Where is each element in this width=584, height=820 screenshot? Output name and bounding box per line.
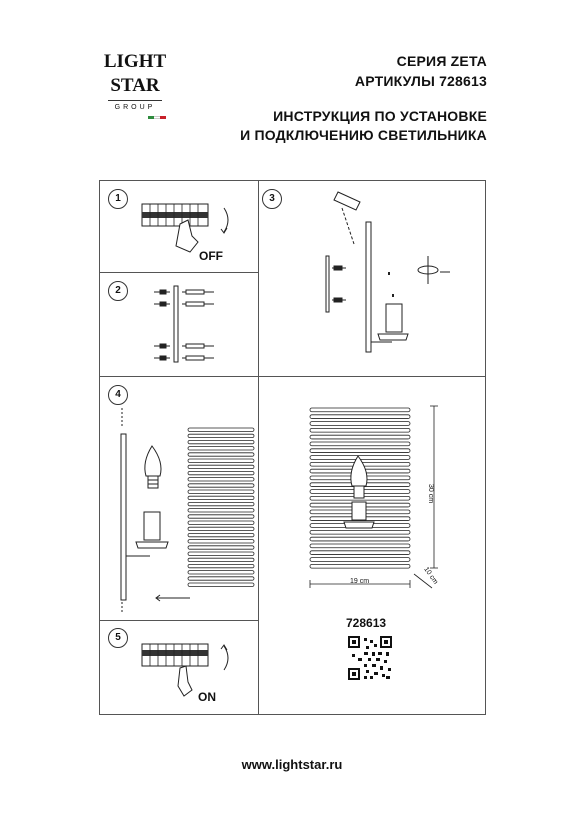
logo-line-2: STAR	[110, 75, 160, 96]
logo-line-1: LIGHT	[103, 51, 167, 72]
slat-shade	[188, 428, 254, 586]
shade-slat	[188, 496, 254, 499]
candle-holder	[126, 512, 168, 556]
shade-slat	[188, 509, 254, 512]
height-dimension: 30 cm	[427, 484, 434, 504]
shade-slat	[188, 540, 254, 543]
brand-logo	[100, 50, 170, 140]
shade-slat	[310, 422, 410, 426]
bulb-install-illustration	[118, 406, 258, 616]
shade-slat	[188, 490, 254, 493]
shade-slat	[188, 571, 254, 574]
rotate-arrow-icon	[224, 646, 228, 670]
shade-slat	[188, 453, 254, 456]
candle-holder	[371, 304, 408, 342]
step-5-number: 5	[108, 628, 128, 648]
bulb-icon	[145, 446, 161, 488]
italian-flag-icon	[148, 116, 166, 119]
shade-slat	[188, 502, 254, 505]
shade-slat	[310, 551, 410, 555]
screw-icon	[154, 290, 214, 360]
breaker-off-illustration	[140, 196, 250, 266]
mounting-screws-illustration	[148, 284, 228, 366]
logo-line-3: GROUP	[114, 104, 156, 111]
breaker-icon	[142, 644, 208, 666]
wall-mount-illustration	[318, 186, 468, 356]
shade-slat	[310, 564, 410, 568]
shade-slat	[188, 583, 254, 586]
shade-slat	[188, 577, 254, 580]
shade-slat	[310, 537, 410, 541]
shade-slat	[188, 471, 254, 474]
shade-slat	[310, 415, 410, 419]
step-1-caption-off: OFF	[199, 249, 223, 263]
website-link[interactable]: www.lightstar.ru	[241, 757, 343, 772]
shade-slat	[188, 527, 254, 530]
articles-label: АРТИКУЛЫ 728613	[354, 73, 487, 89]
mounting-plate	[174, 286, 178, 362]
qr-code-icon[interactable]	[348, 636, 392, 680]
shade-slat	[188, 478, 254, 481]
shade-slat	[310, 530, 410, 534]
title-line-2: И ПОДКЛЮЧЕНИЮ СВЕТИЛЬНИКА	[240, 127, 487, 143]
breaker-on-illustration	[140, 636, 250, 706]
shade-slat	[188, 515, 254, 518]
shade-slat	[310, 428, 410, 432]
shade-slat	[188, 440, 254, 443]
step-3-number: 3	[262, 189, 282, 209]
shade-slat	[188, 484, 254, 487]
shade-slat	[188, 552, 254, 555]
rotate-arrow-icon	[418, 256, 450, 284]
lamp-frame	[121, 434, 126, 600]
shade-slat	[188, 533, 254, 536]
breaker-icon	[142, 204, 208, 226]
dimension-lines	[310, 406, 438, 588]
shade-slat	[188, 564, 254, 567]
shade-slat	[188, 447, 254, 450]
wall-plate	[326, 256, 329, 312]
step-2-number: 2	[108, 281, 128, 301]
hand-icon	[178, 666, 192, 696]
connector-icon	[334, 192, 360, 244]
width-dimension: 19 cm	[350, 578, 370, 585]
shade-slat	[188, 465, 254, 468]
shade-slat	[310, 544, 410, 548]
depth-dimension: 10 cm	[422, 566, 439, 586]
shade-slat	[188, 558, 254, 561]
shade-slat	[188, 434, 254, 437]
article-code: 728613	[346, 616, 387, 630]
logo-divider	[108, 100, 162, 101]
shade-slat	[310, 435, 410, 439]
title-line-1: ИНСТРУКЦИЯ ПО УСТАНОВКЕ	[273, 108, 487, 124]
shade-slat	[310, 558, 410, 562]
shade-slat	[188, 459, 254, 462]
shade-slat	[188, 521, 254, 524]
candle-holder	[344, 502, 374, 528]
shade-slat	[188, 546, 254, 549]
rotate-arrow-icon	[224, 208, 228, 232]
step-5-caption-on: ON	[198, 690, 216, 704]
shade-slat	[188, 428, 254, 431]
step-1-number: 1	[108, 189, 128, 209]
lamp-frame	[366, 222, 371, 352]
shade-slat	[310, 449, 410, 453]
series-label: СЕРИЯ ZETA	[396, 53, 487, 69]
step-4-number: 4	[108, 385, 128, 405]
shade-slat	[310, 408, 410, 412]
shade-slat	[310, 442, 410, 446]
